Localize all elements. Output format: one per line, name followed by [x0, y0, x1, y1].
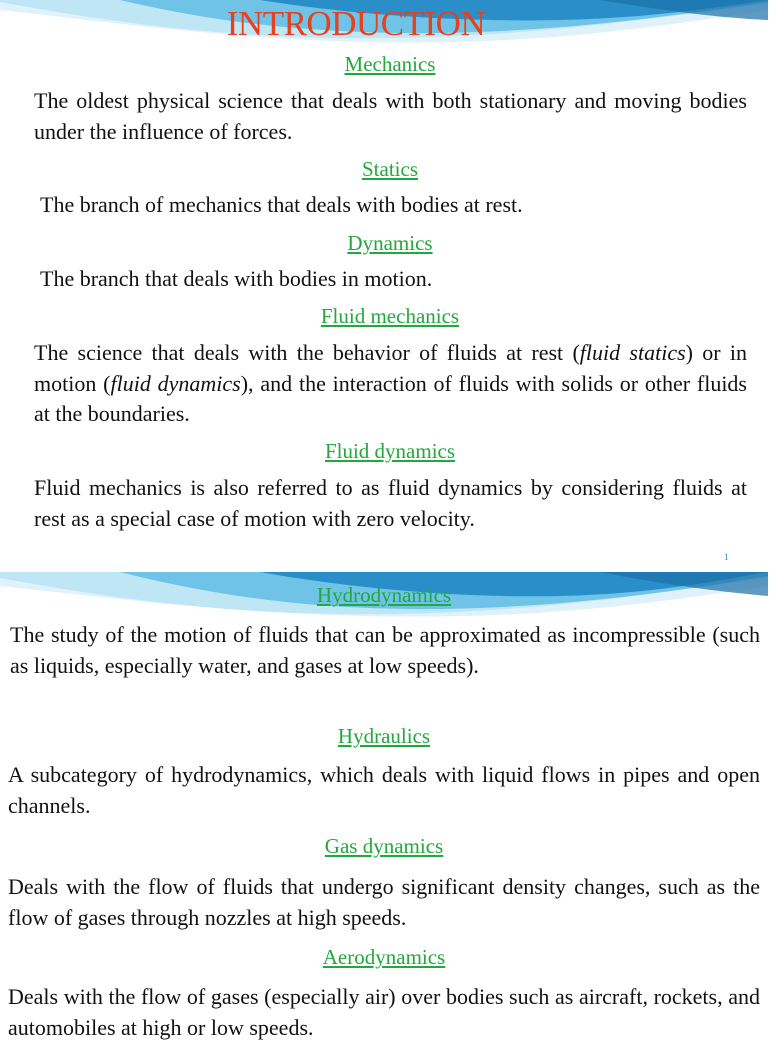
heading-hydrodynamics: Hydrodynamics	[316, 583, 452, 607]
heading-statics: Statics	[362, 157, 418, 181]
paragraph-statics: The branch of mechanics that deals with bodies at rest.	[40, 192, 523, 217]
term-fluid-statics: fluid statics	[579, 340, 686, 365]
heading-aerodynamics: Aerodynamics	[322, 945, 446, 969]
heading-fluid-dynamics: Fluid dynamics	[324, 439, 456, 463]
paragraph-fluid-dynamics: Fluid mechanics is also referred to as fluid dynamics by considering fluids at rest as a special case of motion with zero velocity.	[34, 475, 747, 531]
paragraph-fluid-mechanics-part: ), and the interaction of fluids with solids or other fluids at the boundaries.	[34, 370, 747, 426]
term-fluid-dynamics: fluid dynamics	[110, 370, 241, 396]
paragraph-fluid-mechanics-part: The science that deals with the behavior of fluids at rest (	[34, 340, 580, 365]
paragraph-hydraulics: A subcategory of hydrodynamics, which deals with liquid flows in pipes and open channels.	[8, 762, 760, 818]
heading-fluid-mechanics: Fluid mechanics	[320, 304, 460, 328]
paragraph-dynamics: The branch that deals with bodies in motion.	[40, 266, 433, 291]
paragraph-hydrodynamics: The study of the motion of fluids that can be approximated as incompressible (such as liquids, especially water, and gases at low speeds).	[10, 622, 760, 678]
paragraph-fluid-mechanics-part: ) or in motion (	[34, 340, 748, 396]
heading-mechanics: Mechanics	[344, 52, 436, 76]
paragraph-fluid-mechanics	[34, 338, 747, 430]
paragraph-mechanics: The oldest physical science that deals with both stationary and moving bodies under the influence of forces.	[34, 88, 747, 144]
slide-2	[0, 572, 768, 1040]
page-number: 1	[724, 552, 729, 562]
heading-gas-dynamics: Gas dynamics	[324, 834, 444, 858]
heading-hydraulics: Hydraulics	[337, 724, 431, 748]
paragraph-gas-dynamics: Deals with the flow of fluids that undergo significant density changes, such as the flow of gases through nozzles at high speeds.	[8, 874, 760, 930]
heading-dynamics: Dynamics	[347, 231, 433, 255]
slide-title: INTRODUCTION	[226, 4, 486, 43]
paragraph-aerodynamics: Deals with the flow of gases (especially air) over bodies such as aircraft, rockets, and automobiles at high or low speeds.	[8, 984, 760, 1040]
